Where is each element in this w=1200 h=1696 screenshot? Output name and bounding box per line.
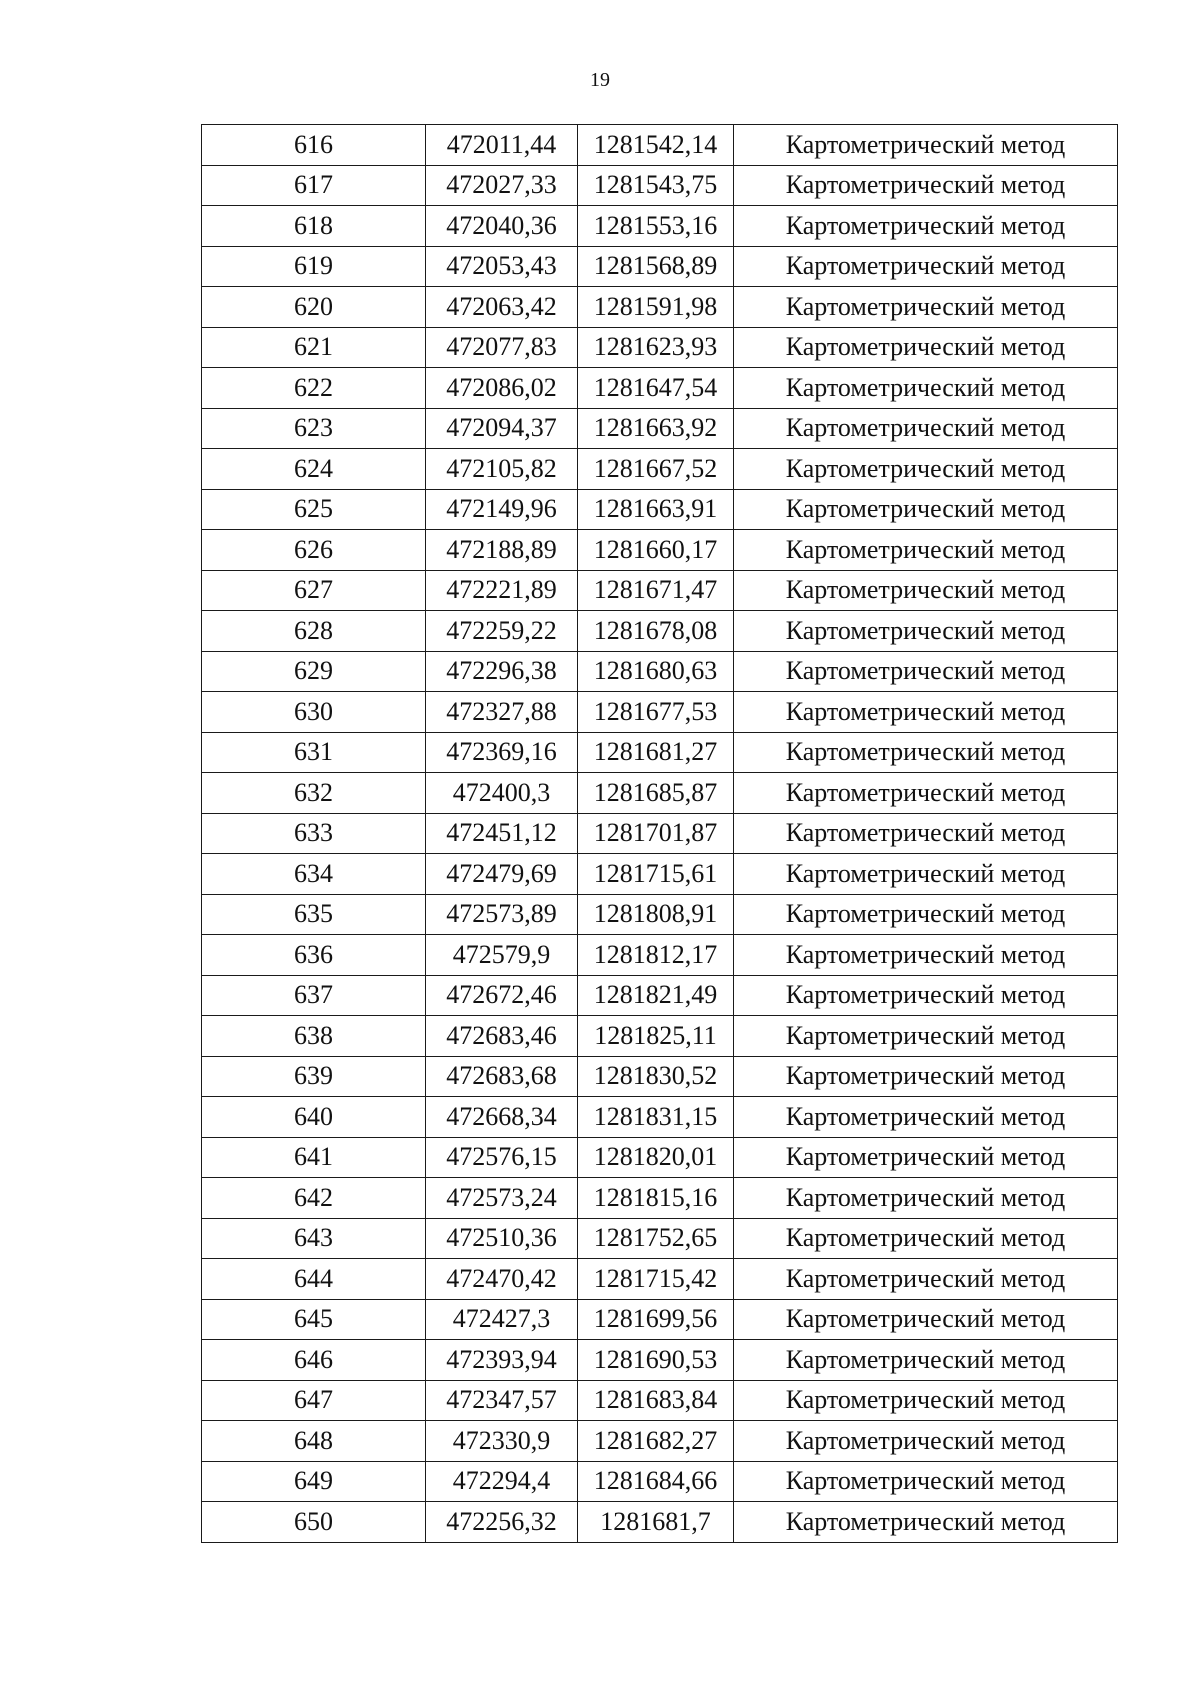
- method-cell: Картометрический метод: [734, 246, 1118, 287]
- y-coordinate-cell: 1281591,98: [578, 287, 734, 328]
- y-coordinate-cell: 1281671,47: [578, 570, 734, 611]
- y-coordinate-cell: 1281821,49: [578, 975, 734, 1016]
- table-row: [202, 692, 1118, 733]
- x-coordinate-cell: 472576,15: [426, 1137, 578, 1178]
- x-coordinate-cell: 472683,68: [426, 1056, 578, 1097]
- x-coordinate-cell: 472369,16: [426, 732, 578, 773]
- x-coordinate-cell: 472105,82: [426, 449, 578, 490]
- x-coordinate-cell: 472672,46: [426, 975, 578, 1016]
- method-cell: Картометрический метод: [734, 773, 1118, 814]
- y-coordinate-cell: 1281825,11: [578, 1016, 734, 1057]
- method-cell: Картометрический метод: [734, 125, 1118, 166]
- x-coordinate-cell: 472479,69: [426, 854, 578, 895]
- table-row: [202, 935, 1118, 976]
- table-row: [202, 1421, 1118, 1462]
- table-row: [202, 570, 1118, 611]
- x-coordinate-cell: 472451,12: [426, 813, 578, 854]
- table-row: [202, 1137, 1118, 1178]
- y-coordinate-cell: 1281663,91: [578, 489, 734, 530]
- x-coordinate-cell: 472294,4: [426, 1461, 578, 1502]
- y-coordinate-cell: 1281685,87: [578, 773, 734, 814]
- x-coordinate-cell: 472086,02: [426, 368, 578, 409]
- method-cell: Картометрический метод: [734, 530, 1118, 571]
- y-coordinate-cell: 1281667,52: [578, 449, 734, 490]
- table-row: [202, 1380, 1118, 1421]
- point-number-cell: 638: [202, 1016, 426, 1057]
- table-row: [202, 894, 1118, 935]
- x-coordinate-cell: 472188,89: [426, 530, 578, 571]
- method-cell: Картометрический метод: [734, 854, 1118, 895]
- x-coordinate-cell: 472400,3: [426, 773, 578, 814]
- x-coordinate-cell: 472347,57: [426, 1380, 578, 1421]
- table-row: [202, 854, 1118, 895]
- point-number-cell: 637: [202, 975, 426, 1016]
- y-coordinate-cell: 1281690,53: [578, 1340, 734, 1381]
- x-coordinate-cell: 472027,33: [426, 165, 578, 206]
- method-cell: Картометрический метод: [734, 935, 1118, 976]
- point-number-cell: 633: [202, 813, 426, 854]
- y-coordinate-cell: 1281542,14: [578, 125, 734, 166]
- y-coordinate-cell: 1281683,84: [578, 1380, 734, 1421]
- point-number-cell: 648: [202, 1421, 426, 1462]
- point-number-cell: 624: [202, 449, 426, 490]
- table-row: [202, 773, 1118, 814]
- point-number-cell: 640: [202, 1097, 426, 1138]
- x-coordinate-cell: 472077,83: [426, 327, 578, 368]
- point-number-cell: 627: [202, 570, 426, 611]
- method-cell: Картометрический метод: [734, 1056, 1118, 1097]
- x-coordinate-cell: 472579,9: [426, 935, 578, 976]
- point-number-cell: 642: [202, 1178, 426, 1219]
- point-number-cell: 628: [202, 611, 426, 652]
- y-coordinate-cell: 1281820,01: [578, 1137, 734, 1178]
- x-coordinate-cell: 472221,89: [426, 570, 578, 611]
- y-coordinate-cell: 1281681,7: [578, 1502, 734, 1543]
- table-row: [202, 1299, 1118, 1340]
- table-row: [202, 449, 1118, 490]
- method-cell: Картометрический метод: [734, 165, 1118, 206]
- point-number-cell: 647: [202, 1380, 426, 1421]
- method-cell: Картометрический метод: [734, 813, 1118, 854]
- table-row: [202, 368, 1118, 409]
- y-coordinate-cell: 1281663,92: [578, 408, 734, 449]
- x-coordinate-cell: 472259,22: [426, 611, 578, 652]
- y-coordinate-cell: 1281715,61: [578, 854, 734, 895]
- y-coordinate-cell: 1281808,91: [578, 894, 734, 935]
- point-number-cell: 619: [202, 246, 426, 287]
- y-coordinate-cell: 1281752,65: [578, 1218, 734, 1259]
- table-row: [202, 530, 1118, 571]
- point-number-cell: 643: [202, 1218, 426, 1259]
- point-number-cell: 629: [202, 651, 426, 692]
- point-number-cell: 620: [202, 287, 426, 328]
- table-row: [202, 408, 1118, 449]
- x-coordinate-cell: 472330,9: [426, 1421, 578, 1462]
- x-coordinate-cell: 472683,46: [426, 1016, 578, 1057]
- x-coordinate-cell: 472427,3: [426, 1299, 578, 1340]
- point-number-cell: 644: [202, 1259, 426, 1300]
- y-coordinate-cell: 1281682,27: [578, 1421, 734, 1462]
- x-coordinate-cell: 472149,96: [426, 489, 578, 530]
- table-row: [202, 611, 1118, 652]
- y-coordinate-cell: 1281681,27: [578, 732, 734, 773]
- point-number-cell: 649: [202, 1461, 426, 1502]
- method-cell: Картометрический метод: [734, 1340, 1118, 1381]
- point-number-cell: 636: [202, 935, 426, 976]
- method-cell: Картометрический метод: [734, 327, 1118, 368]
- method-cell: Картометрический метод: [734, 1421, 1118, 1462]
- y-coordinate-cell: 1281647,54: [578, 368, 734, 409]
- point-number-cell: 650: [202, 1502, 426, 1543]
- point-number-cell: 617: [202, 165, 426, 206]
- y-coordinate-cell: 1281815,16: [578, 1178, 734, 1219]
- x-coordinate-cell: 472668,34: [426, 1097, 578, 1138]
- point-number-cell: 634: [202, 854, 426, 895]
- point-number-cell: 626: [202, 530, 426, 571]
- table-row: [202, 1097, 1118, 1138]
- table-row: [202, 651, 1118, 692]
- table-row: [202, 813, 1118, 854]
- method-cell: Картометрический метод: [734, 206, 1118, 247]
- y-coordinate-cell: 1281684,66: [578, 1461, 734, 1502]
- method-cell: Картометрический метод: [734, 1178, 1118, 1219]
- x-coordinate-cell: 472470,42: [426, 1259, 578, 1300]
- point-number-cell: 622: [202, 368, 426, 409]
- x-coordinate-cell: 472573,89: [426, 894, 578, 935]
- y-coordinate-cell: 1281701,87: [578, 813, 734, 854]
- page-number: 19: [590, 69, 610, 91]
- table-row: [202, 246, 1118, 287]
- point-number-cell: 621: [202, 327, 426, 368]
- method-cell: Картометрический метод: [734, 732, 1118, 773]
- method-cell: Картометрический метод: [734, 1380, 1118, 1421]
- table-row: [202, 165, 1118, 206]
- y-coordinate-cell: 1281623,93: [578, 327, 734, 368]
- table-row: [202, 327, 1118, 368]
- point-number-cell: 646: [202, 1340, 426, 1381]
- point-number-cell: 632: [202, 773, 426, 814]
- method-cell: Картометрический метод: [734, 611, 1118, 652]
- x-coordinate-cell: 472040,36: [426, 206, 578, 247]
- table-row: [202, 125, 1118, 166]
- y-coordinate-cell: 1281680,63: [578, 651, 734, 692]
- x-coordinate-cell: 472393,94: [426, 1340, 578, 1381]
- method-cell: Картометрический метод: [734, 1097, 1118, 1138]
- point-number-cell: 645: [202, 1299, 426, 1340]
- method-cell: Картометрический метод: [734, 368, 1118, 409]
- method-cell: Картометрический метод: [734, 1259, 1118, 1300]
- method-cell: Картометрический метод: [734, 287, 1118, 328]
- y-coordinate-cell: 1281678,08: [578, 611, 734, 652]
- table-row: [202, 1461, 1118, 1502]
- table-row: [202, 1016, 1118, 1057]
- method-cell: Картометрический метод: [734, 1016, 1118, 1057]
- y-coordinate-cell: 1281660,17: [578, 530, 734, 571]
- point-number-cell: 631: [202, 732, 426, 773]
- y-coordinate-cell: 1281715,42: [578, 1259, 734, 1300]
- x-coordinate-cell: 472510,36: [426, 1218, 578, 1259]
- y-coordinate-cell: 1281699,56: [578, 1299, 734, 1340]
- coordinates-table: [201, 124, 1118, 1543]
- method-cell: Картометрический метод: [734, 1218, 1118, 1259]
- method-cell: Картометрический метод: [734, 651, 1118, 692]
- method-cell: Картометрический метод: [734, 894, 1118, 935]
- point-number-cell: 630: [202, 692, 426, 733]
- table-row: [202, 1340, 1118, 1381]
- y-coordinate-cell: 1281568,89: [578, 246, 734, 287]
- y-coordinate-cell: 1281831,15: [578, 1097, 734, 1138]
- table-row: [202, 287, 1118, 328]
- coordinates-table-body: [202, 125, 1118, 1543]
- point-number-cell: 616: [202, 125, 426, 166]
- y-coordinate-cell: 1281553,16: [578, 206, 734, 247]
- table-row: [202, 1178, 1118, 1219]
- method-cell: Картометрический метод: [734, 1137, 1118, 1178]
- method-cell: Картометрический метод: [734, 570, 1118, 611]
- x-coordinate-cell: 472011,44: [426, 125, 578, 166]
- x-coordinate-cell: 472573,24: [426, 1178, 578, 1219]
- table-row: [202, 1502, 1118, 1543]
- x-coordinate-cell: 472296,38: [426, 651, 578, 692]
- y-coordinate-cell: 1281677,53: [578, 692, 734, 733]
- table-row: [202, 1218, 1118, 1259]
- point-number-cell: 625: [202, 489, 426, 530]
- method-cell: Картометрический метод: [734, 1299, 1118, 1340]
- point-number-cell: 639: [202, 1056, 426, 1097]
- table-row: [202, 732, 1118, 773]
- method-cell: Картометрический метод: [734, 408, 1118, 449]
- point-number-cell: 623: [202, 408, 426, 449]
- table-row: [202, 1259, 1118, 1300]
- x-coordinate-cell: 472256,32: [426, 1502, 578, 1543]
- point-number-cell: 618: [202, 206, 426, 247]
- method-cell: Картометрический метод: [734, 489, 1118, 530]
- table-row: [202, 975, 1118, 1016]
- table-row: [202, 206, 1118, 247]
- x-coordinate-cell: 472094,37: [426, 408, 578, 449]
- x-coordinate-cell: 472053,43: [426, 246, 578, 287]
- method-cell: Картометрический метод: [734, 975, 1118, 1016]
- method-cell: Картометрический метод: [734, 449, 1118, 490]
- point-number-cell: 641: [202, 1137, 426, 1178]
- table-row: [202, 1056, 1118, 1097]
- y-coordinate-cell: 1281543,75: [578, 165, 734, 206]
- method-cell: Картометрический метод: [734, 1502, 1118, 1543]
- table-row: [202, 489, 1118, 530]
- point-number-cell: 635: [202, 894, 426, 935]
- y-coordinate-cell: 1281830,52: [578, 1056, 734, 1097]
- method-cell: Картометрический метод: [734, 1461, 1118, 1502]
- method-cell: Картометрический метод: [734, 692, 1118, 733]
- x-coordinate-cell: 472327,88: [426, 692, 578, 733]
- x-coordinate-cell: 472063,42: [426, 287, 578, 328]
- y-coordinate-cell: 1281812,17: [578, 935, 734, 976]
